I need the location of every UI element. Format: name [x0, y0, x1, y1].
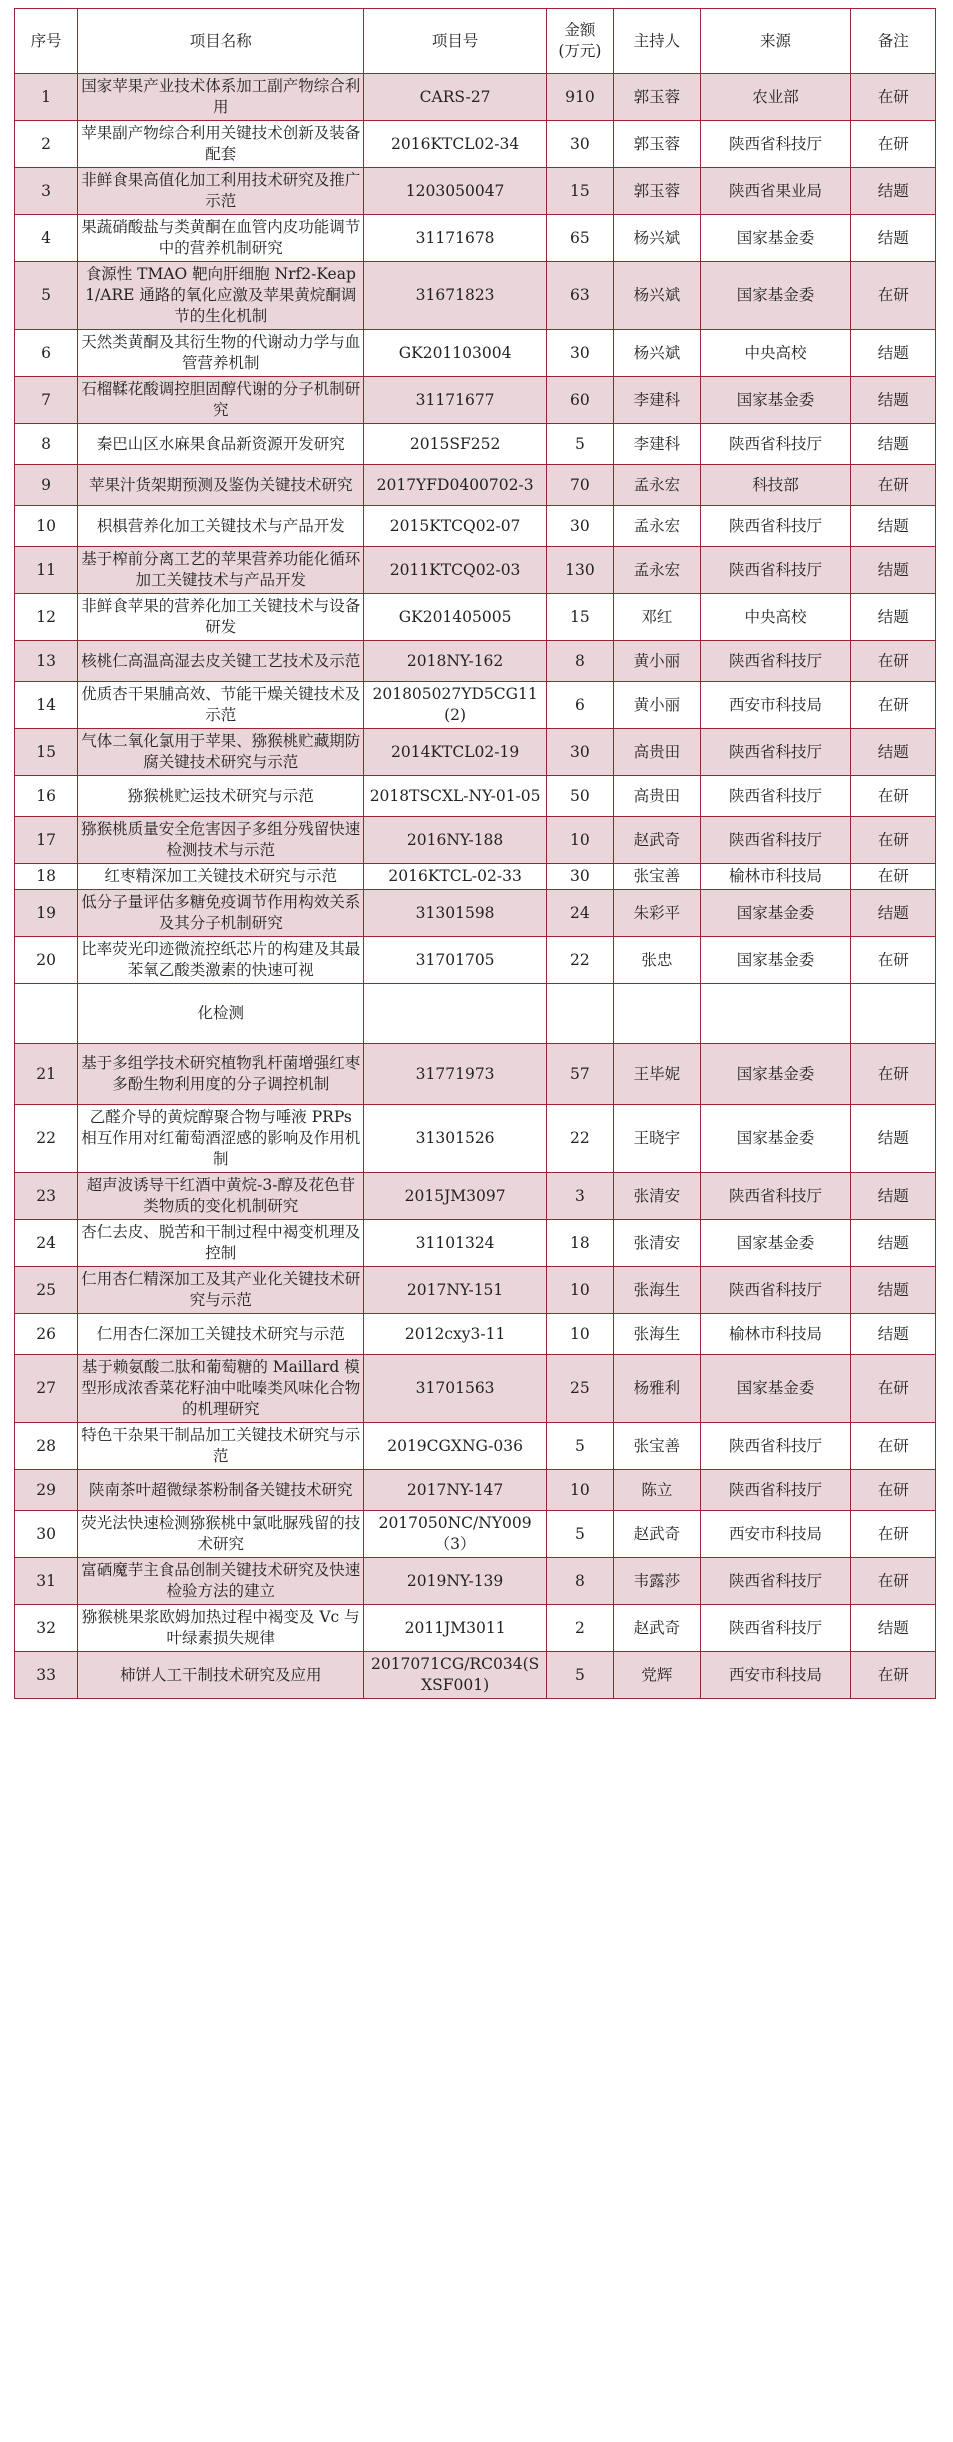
table-row: [15, 641, 936, 682]
cell-seq: 32: [15, 1605, 78, 1652]
cell-amount: 25: [546, 1355, 613, 1423]
table-row: [15, 1105, 936, 1173]
cell-remark: 在研: [851, 1044, 936, 1105]
cell-host: 杨兴斌: [614, 262, 701, 330]
cell-code: 2019NY-139: [364, 1558, 546, 1605]
cell-remark: 结题: [851, 424, 936, 465]
header-row: [15, 9, 936, 74]
cell-seq: 3: [15, 168, 78, 215]
cell-amount: 63: [546, 262, 613, 330]
cell-name: 食源性 TMAO 靶向肝细胞 Nrf2-Keap1/ARE 通路的氧化应激及苹果黄烷酮调节的生化机制: [78, 262, 364, 330]
cell-amount: 30: [546, 864, 613, 890]
cell-seq: 25: [15, 1267, 78, 1314]
cell-code: 31671823: [364, 262, 546, 330]
cell-seq: 22: [15, 1105, 78, 1173]
cell-remark: 在研: [851, 864, 936, 890]
header-name: 项目名称: [78, 9, 364, 74]
cell-host: 张忠: [614, 937, 701, 984]
cell-source: 榆林市科技局: [700, 1314, 851, 1355]
cell-host: 张海生: [614, 1267, 701, 1314]
table-row: [15, 682, 936, 729]
cell-host: 高贵田: [614, 729, 701, 776]
cell-seq: 13: [15, 641, 78, 682]
cell-source: 陕西省科技厅: [700, 121, 851, 168]
cell-amount: 10: [546, 817, 613, 864]
cell-remark: 在研: [851, 121, 936, 168]
cell-amount: 70: [546, 465, 613, 506]
cell-remark: 在研: [851, 682, 936, 729]
cell-remark: 结题: [851, 1173, 936, 1220]
cell-name: 特色干杂果干制品加工关键技术研究与示范: [78, 1423, 364, 1470]
cell-code: 2017071CG/RC034(SXSF001): [364, 1652, 546, 1699]
table-row: [15, 594, 936, 641]
cell-code: 31301598: [364, 890, 546, 937]
cell-seq: 24: [15, 1220, 78, 1267]
cell-seq: 14: [15, 682, 78, 729]
cell-host: 王晓宇: [614, 1105, 701, 1173]
cell-code: 1203050047: [364, 168, 546, 215]
cell-name: 乙醛介导的黄烷醇聚合物与唾液 PRPs 相互作用对红葡萄酒涩感的影响及作用机制: [78, 1105, 364, 1173]
cell-seq: 1: [15, 74, 78, 121]
cell-seq: 21: [15, 1044, 78, 1105]
cell-name: 枳椇营养化加工关键技术与产品开发: [78, 506, 364, 547]
cell-amount: 15: [546, 168, 613, 215]
cell-code: 2018TSCXL-NY-01-05: [364, 776, 546, 817]
cell-source: 陕西省科技厅: [700, 776, 851, 817]
cell-seq: [15, 984, 78, 1044]
cell-host: 张宝善: [614, 1423, 701, 1470]
cell-host: 孟永宏: [614, 465, 701, 506]
cell-host: 张清安: [614, 1173, 701, 1220]
cell-amount: 3: [546, 1173, 613, 1220]
cell-code: 31171678: [364, 215, 546, 262]
cell-code: 2011JM3011: [364, 1605, 546, 1652]
cell-host: [614, 984, 701, 1044]
cell-remark: 在研: [851, 937, 936, 984]
cell-code: 2016NY-188: [364, 817, 546, 864]
cell-amount: 15: [546, 594, 613, 641]
cell-seq: 15: [15, 729, 78, 776]
cell-amount: 6: [546, 682, 613, 729]
table-row: [15, 506, 936, 547]
table-row: [15, 74, 936, 121]
cell-name: 仁用杏仁深加工关键技术研究与示范: [78, 1314, 364, 1355]
cell-amount: 22: [546, 1105, 613, 1173]
cell-code: 31171677: [364, 377, 546, 424]
cell-name: 杏仁去皮、脱苦和干制过程中褐变机理及控制: [78, 1220, 364, 1267]
cell-code: 2017NY-147: [364, 1470, 546, 1511]
table-row: [15, 1423, 936, 1470]
cell-amount: 5: [546, 1652, 613, 1699]
cell-name: 核桃仁高温高湿去皮关键工艺技术及示范: [78, 641, 364, 682]
table-row: [15, 937, 936, 984]
cell-remark: 在研: [851, 1423, 936, 1470]
cell-host: 杨兴斌: [614, 215, 701, 262]
cell-source: 科技部: [700, 465, 851, 506]
cell-amount: 30: [546, 506, 613, 547]
cell-amount: 5: [546, 1423, 613, 1470]
cell-seq: 33: [15, 1652, 78, 1699]
cell-code: 2014KTCL02-19: [364, 729, 546, 776]
cell-seq: 11: [15, 547, 78, 594]
cell-remark: 在研: [851, 1558, 936, 1605]
cell-remark: 结题: [851, 377, 936, 424]
cell-name: 比率荧光印迹微流控纸芯片的构建及其最苯氧乙酸类激素的快速可视: [78, 937, 364, 984]
cell-remark: 在研: [851, 465, 936, 506]
cell-name: 果蔬硝酸盐与类黄酮在血管内皮功能调节中的营养机制研究: [78, 215, 364, 262]
cell-host: 黄小丽: [614, 682, 701, 729]
cell-seq: 5: [15, 262, 78, 330]
cell-seq: 30: [15, 1511, 78, 1558]
cell-seq: 29: [15, 1470, 78, 1511]
cell-host: 李建科: [614, 424, 701, 465]
cell-host: 陈立: [614, 1470, 701, 1511]
cell-amount: 22: [546, 937, 613, 984]
cell-host: 郭玉蓉: [614, 74, 701, 121]
cell-name: 低分子量评估多糖免疫调节作用构效关系及其分子机制研究: [78, 890, 364, 937]
cell-code: 31701563: [364, 1355, 546, 1423]
cell-amount: 10: [546, 1470, 613, 1511]
cell-source: 榆林市科技局: [700, 864, 851, 890]
cell-host: 赵武奇: [614, 1605, 701, 1652]
table-row: [15, 1267, 936, 1314]
cell-source: 陕西省科技厅: [700, 1558, 851, 1605]
cell-remark: 在研: [851, 1355, 936, 1423]
cell-source: 陕西省科技厅: [700, 1470, 851, 1511]
table-row: [15, 330, 936, 377]
header-amount-line2: (万元): [558, 42, 602, 60]
cell-source: 中央高校: [700, 594, 851, 641]
cell-remark: 结题: [851, 215, 936, 262]
cell-host: 王毕妮: [614, 1044, 701, 1105]
cell-amount: 30: [546, 729, 613, 776]
cell-name: 秦巴山区水麻果食品新资源开发研究: [78, 424, 364, 465]
cell-seq: 7: [15, 377, 78, 424]
cell-name: 天然类黄酮及其衍生物的代谢动力学与血管营养机制: [78, 330, 364, 377]
table-row: [15, 424, 936, 465]
cell-remark: 在研: [851, 641, 936, 682]
cell-remark: [851, 984, 936, 1044]
cell-host: 张清安: [614, 1220, 701, 1267]
cell-name: 柿饼人工干制技术研究及应用: [78, 1652, 364, 1699]
table-row: [15, 1511, 936, 1558]
cell-amount: 10: [546, 1267, 613, 1314]
cell-code: 2017YFD0400702-3: [364, 465, 546, 506]
cell-amount: 50: [546, 776, 613, 817]
cell-source: 国家基金委: [700, 215, 851, 262]
table-row: [15, 864, 936, 890]
cell-seq: 28: [15, 1423, 78, 1470]
table-row: [15, 168, 936, 215]
cell-source: 陕西省果业局: [700, 168, 851, 215]
cell-amount: 2: [546, 1605, 613, 1652]
cell-seq: 19: [15, 890, 78, 937]
table-row: [15, 1652, 936, 1699]
table-row: [15, 1173, 936, 1220]
cell-host: 杨兴斌: [614, 330, 701, 377]
cell-remark: 结题: [851, 594, 936, 641]
cell-remark: 结题: [851, 547, 936, 594]
cell-source: [700, 984, 851, 1044]
cell-name: 猕猴桃质量安全危害因子多组分残留快速检测技术与示范: [78, 817, 364, 864]
cell-host: 朱彩平: [614, 890, 701, 937]
cell-code: [364, 984, 546, 1044]
table-row: [15, 1558, 936, 1605]
cell-source: 陕西省科技厅: [700, 817, 851, 864]
cell-seq: 26: [15, 1314, 78, 1355]
cell-source: 国家基金委: [700, 1355, 851, 1423]
cell-source: 西安市科技局: [700, 1511, 851, 1558]
cell-name: 猕猴桃果浆欧姆加热过程中褐变及 Vc 与叶绿素损失规律: [78, 1605, 364, 1652]
cell-name: 非鲜食果高值化加工利用技术研究及推广示范: [78, 168, 364, 215]
table-row: [15, 1314, 936, 1355]
cell-source: 国家基金委: [700, 937, 851, 984]
cell-seq: 16: [15, 776, 78, 817]
cell-code: 2011KTCQ02-03: [364, 547, 546, 594]
table-row: [15, 377, 936, 424]
table-row: [15, 121, 936, 168]
header-amount-line1: 金额: [564, 21, 596, 39]
cell-name: 优质杏干果脯高效、节能干燥关键技术及示范: [78, 682, 364, 729]
cell-remark: 结题: [851, 168, 936, 215]
cell-host: 杨雅利: [614, 1355, 701, 1423]
cell-remark: 结题: [851, 1605, 936, 1652]
cell-remark: 结题: [851, 330, 936, 377]
header-source: 来源: [700, 9, 851, 74]
cell-remark: 结题: [851, 1314, 936, 1355]
cell-host: 李建科: [614, 377, 701, 424]
table-row: [15, 547, 936, 594]
table-row: [15, 1355, 936, 1423]
cell-amount: 30: [546, 330, 613, 377]
table-row: [15, 215, 936, 262]
table-body: [15, 74, 936, 1699]
cell-seq: 27: [15, 1355, 78, 1423]
cell-code: 2012cxy3-11: [364, 1314, 546, 1355]
header-amount: [546, 9, 613, 74]
cell-seq: 8: [15, 424, 78, 465]
cell-name: 基于榨前分离工艺的苹果营养功能化循环加工关键技术与产品开发: [78, 547, 364, 594]
cell-code: CARS-27: [364, 74, 546, 121]
cell-seq: 31: [15, 1558, 78, 1605]
cell-seq: 20: [15, 937, 78, 984]
cell-remark: 在研: [851, 1470, 936, 1511]
table-row: [15, 1605, 936, 1652]
cell-source: 陕西省科技厅: [700, 424, 851, 465]
cell-amount: 30: [546, 121, 613, 168]
cell-code: 2017NY-151: [364, 1267, 546, 1314]
cell-amount: 5: [546, 1511, 613, 1558]
table-row: [15, 984, 936, 1044]
cell-remark: 结题: [851, 1105, 936, 1173]
cell-seq: 4: [15, 215, 78, 262]
cell-code: 31101324: [364, 1220, 546, 1267]
cell-source: 陕西省科技厅: [700, 547, 851, 594]
cell-name: 基于赖氨酸二肽和葡萄糖的 Maillard 模型形成浓香菜花籽油中吡嗪类风味化合物的机理研究: [78, 1355, 364, 1423]
cell-code: 2016KTCL-02-33: [364, 864, 546, 890]
cell-amount: 910: [546, 74, 613, 121]
cell-name: 基于多组学技术研究植物乳杆菌增强红枣多酚生物利用度的分子调控机制: [78, 1044, 364, 1105]
cell-host: 黄小丽: [614, 641, 701, 682]
cell-source: 陕西省科技厅: [700, 729, 851, 776]
cell-source: 国家基金委: [700, 1105, 851, 1173]
table-row: [15, 1044, 936, 1105]
table-row: [15, 817, 936, 864]
cell-source: 陕西省科技厅: [700, 641, 851, 682]
cell-name: 苹果副产物综合利用关键技术创新及装备配套: [78, 121, 364, 168]
cell-amount: 57: [546, 1044, 613, 1105]
cell-remark: 结题: [851, 890, 936, 937]
cell-source: 西安市科技局: [700, 1652, 851, 1699]
cell-code: 2015SF252: [364, 424, 546, 465]
table-row: [15, 890, 936, 937]
cell-host: 韦露莎: [614, 1558, 701, 1605]
cell-amount: 130: [546, 547, 613, 594]
cell-host: 张宝善: [614, 864, 701, 890]
cell-seq: 9: [15, 465, 78, 506]
cell-seq: 12: [15, 594, 78, 641]
cell-code: 2017050NC/NY009（3）: [364, 1511, 546, 1558]
header-seq: 序号: [15, 9, 78, 74]
cell-code: 201805027YD5CG11(2): [364, 682, 546, 729]
cell-seq: 6: [15, 330, 78, 377]
cell-host: 高贵田: [614, 776, 701, 817]
cell-code: 2016KTCL02-34: [364, 121, 546, 168]
cell-remark: 在研: [851, 1652, 936, 1699]
cell-code: 2015JM3097: [364, 1173, 546, 1220]
cell-name: 猕猴桃贮运技术研究与示范: [78, 776, 364, 817]
cell-name: 荧光法快速检测猕猴桃中氯吡脲残留的技术研究: [78, 1511, 364, 1558]
cell-host: 张海生: [614, 1314, 701, 1355]
header-code: 项目号: [364, 9, 546, 74]
cell-code: GK201405005: [364, 594, 546, 641]
table-row: [15, 1470, 936, 1511]
header-remark: 备注: [851, 9, 936, 74]
cell-source: 陕西省科技厅: [700, 1605, 851, 1652]
cell-remark: 在研: [851, 1511, 936, 1558]
cell-name: 陕南茶叶超微绿茶粉制备关键技术研究: [78, 1470, 364, 1511]
cell-amount: 65: [546, 215, 613, 262]
cell-host: 郭玉蓉: [614, 121, 701, 168]
cell-name: 非鲜食苹果的营养化加工关键技术与设备研发: [78, 594, 364, 641]
cell-source: 西安市科技局: [700, 682, 851, 729]
cell-seq: 2: [15, 121, 78, 168]
cell-code: 31301526: [364, 1105, 546, 1173]
cell-amount: [546, 984, 613, 1044]
cell-source: 国家基金委: [700, 262, 851, 330]
table-row: [15, 1220, 936, 1267]
cell-host: 郭玉蓉: [614, 168, 701, 215]
cell-remark: 在研: [851, 262, 936, 330]
cell-name: 富硒魔芋主食品创制关键技术研究及快速检验方法的建立: [78, 1558, 364, 1605]
cell-amount: 5: [546, 424, 613, 465]
cell-name: 超声波诱导干红酒中黄烷-3-醇及花色苷类物质的变化机制研究: [78, 1173, 364, 1220]
cell-remark: 在研: [851, 817, 936, 864]
cell-amount: 60: [546, 377, 613, 424]
header-host: 主持人: [614, 9, 701, 74]
cell-amount: 8: [546, 641, 613, 682]
cell-source: 陕西省科技厅: [700, 1267, 851, 1314]
cell-amount: 24: [546, 890, 613, 937]
cell-remark: 结题: [851, 1220, 936, 1267]
cell-host: 孟永宏: [614, 547, 701, 594]
cell-source: 国家基金委: [700, 1220, 851, 1267]
cell-remark: 在研: [851, 776, 936, 817]
cell-remark: 结题: [851, 506, 936, 547]
cell-host: 赵武奇: [614, 817, 701, 864]
cell-source: 农业部: [700, 74, 851, 121]
cell-source: 陕西省科技厅: [700, 506, 851, 547]
cell-remark: 在研: [851, 74, 936, 121]
cell-code: 31701705: [364, 937, 546, 984]
cell-remark: 结题: [851, 729, 936, 776]
cell-host: 孟永宏: [614, 506, 701, 547]
cell-name: 仁用杏仁精深加工及其产业化关键技术研究与示范: [78, 1267, 364, 1314]
table-row: [15, 465, 936, 506]
cell-seq: 18: [15, 864, 78, 890]
cell-amount: 18: [546, 1220, 613, 1267]
cell-source: 中央高校: [700, 330, 851, 377]
cell-name: 气体二氧化氯用于苹果、猕猴桃贮藏期防腐关键技术研究与示范: [78, 729, 364, 776]
cell-seq: 23: [15, 1173, 78, 1220]
cell-remark: 结题: [851, 1267, 936, 1314]
cell-name: 红枣精深加工关键技术研究与示范: [78, 864, 364, 890]
cell-name: 苹果汁货架期预测及鉴伪关键技术研究: [78, 465, 364, 506]
table-row: [15, 729, 936, 776]
table-row: [15, 776, 936, 817]
cell-code: 2019CGXNG-036: [364, 1423, 546, 1470]
cell-source: 国家基金委: [700, 1044, 851, 1105]
cell-host: 党辉: [614, 1652, 701, 1699]
cell-code: 2018NY-162: [364, 641, 546, 682]
cell-host: 赵武奇: [614, 1511, 701, 1558]
cell-code: 31771973: [364, 1044, 546, 1105]
cell-seq: 10: [15, 506, 78, 547]
cell-source: 国家基金委: [700, 890, 851, 937]
cell-code: 2015KTCQ02-07: [364, 506, 546, 547]
cell-amount: 10: [546, 1314, 613, 1355]
cell-name: 国家苹果产业技术体系加工副产物综合利用: [78, 74, 364, 121]
cell-name: 石榴鞣花酸调控胆固醇代谢的分子机制研究: [78, 377, 364, 424]
cell-code: GK201103004: [364, 330, 546, 377]
project-table: [14, 8, 936, 1699]
cell-seq: 17: [15, 817, 78, 864]
table-row: [15, 262, 936, 330]
cell-source: 陕西省科技厅: [700, 1173, 851, 1220]
cell-source: 国家基金委: [700, 377, 851, 424]
cell-name: 化检测: [78, 984, 364, 1044]
cell-source: 陕西省科技厅: [700, 1423, 851, 1470]
cell-amount: 8: [546, 1558, 613, 1605]
cell-host: 邓红: [614, 594, 701, 641]
